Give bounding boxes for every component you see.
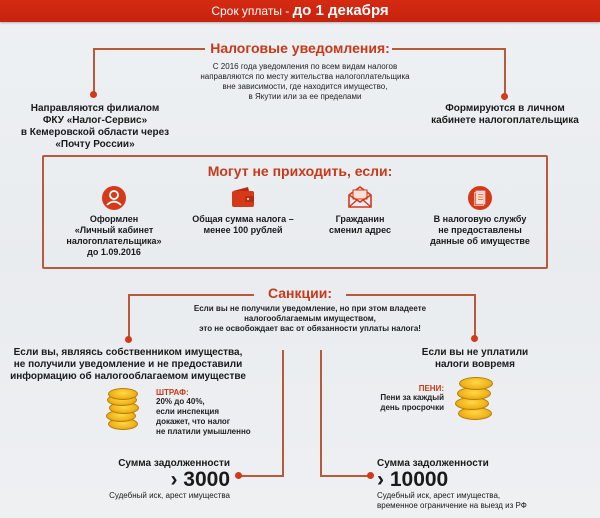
branch-line: ФКУ «Налог-Сервис»	[42, 115, 148, 126]
debt-left	[60, 458, 230, 501]
description-line: налогооблагаемым имуществом,	[244, 314, 376, 323]
connector-debt-left-h	[238, 475, 284, 477]
notifications-title: Налоговые уведомления:	[210, 40, 390, 56]
debt-title: Сумма задолженности	[377, 458, 489, 469]
fine-line: не платили умышленно	[156, 427, 251, 436]
connector-dot	[90, 91, 97, 98]
connector-dot	[367, 472, 374, 479]
branch-line: Направляются филиалом	[30, 103, 160, 114]
branch-line: «Почту России»	[55, 139, 135, 150]
item-line: В налоговую службу	[433, 214, 527, 224]
document-icon	[468, 186, 492, 210]
branch-line: кабинете налогоплательщика	[431, 115, 579, 126]
fine-line: докажет, что налог	[156, 417, 231, 426]
item-line: сменил адрес	[329, 225, 391, 235]
item-line: Общая сумма налога –	[192, 214, 294, 224]
debt-desc: временное ограничение на выезд из РФ	[377, 501, 527, 510]
greater-than-icon: ›	[170, 468, 178, 491]
item-line: налогоплательщика»	[66, 236, 162, 246]
greater-than-icon: ›	[377, 468, 384, 491]
connector-debt-right-v	[320, 350, 322, 476]
debt-right	[377, 458, 577, 511]
notifications-right-branch	[425, 103, 585, 127]
header-banner	[0, 0, 600, 22]
connector-top-right-v	[504, 48, 506, 95]
branch-line: Формируются в личном	[445, 103, 565, 114]
debt-amount: 3000	[183, 468, 230, 491]
item-line: менее 100 рублей	[203, 225, 283, 235]
wallet-icon	[230, 186, 256, 208]
connector-dot	[125, 336, 132, 343]
coins-icon	[455, 377, 495, 423]
connector-debt-right-h	[320, 475, 370, 477]
envelope-icon	[347, 186, 373, 208]
connector-sanctions-left-h	[128, 294, 254, 296]
connector-dot	[501, 93, 508, 100]
penalty-label: ПЕНИ:	[418, 384, 444, 393]
penalty-block	[360, 384, 444, 413]
fine-line: если инспекция	[156, 407, 220, 416]
sanctions-title: Санкции:	[267, 285, 332, 301]
description-line: направляются по месту жительства налогоплательщика	[200, 72, 410, 81]
fine-block	[156, 388, 266, 437]
description-line: в Якутии или за ее пределами	[248, 92, 362, 101]
case-line: информацию об налогооблагаемом имуществе	[10, 371, 246, 382]
condition-item-personal-account	[54, 186, 174, 258]
item-line: не предоставлены	[438, 225, 522, 235]
condition-item-no-property-data	[420, 186, 540, 247]
connector-top-right-h	[392, 48, 506, 50]
description-line: Если вы не получили уведомление, но при этом владеете	[193, 304, 427, 313]
may-not-arrive-title: Могут не приходить, если:	[207, 163, 393, 179]
debt-amount: 10000	[389, 468, 449, 491]
debt-value	[60, 469, 230, 491]
item-line: «Личный кабинет	[74, 225, 154, 235]
case-line: налоги вовремя	[434, 359, 516, 370]
condition-item-address-change	[300, 186, 420, 236]
header-deadline: до 1 декабря	[292, 2, 389, 19]
connector-sanctions-left-v	[128, 294, 130, 337]
connector-top-left-v	[93, 48, 95, 93]
debt-value	[377, 469, 577, 491]
description-line: С 2016 года уведомления по всем видам налогов	[212, 62, 398, 71]
case-line: Если вы, являясь собственником имущества,	[13, 347, 243, 358]
connector-dot	[235, 472, 242, 479]
fine-label: ШТРАФ:	[156, 388, 189, 397]
penalty-line: Пени за каждый	[380, 393, 444, 402]
sanctions-right-case	[405, 347, 545, 371]
item-line: данные об имуществе	[430, 236, 530, 246]
penalty-line: день просрочки	[380, 403, 444, 412]
debt-title: Сумма задолженности	[118, 458, 230, 469]
branch-line: в Кемеровской области через	[20, 127, 170, 138]
sanctions-left-case	[8, 347, 248, 383]
connector-sanctions-right-h	[346, 294, 474, 296]
connector-top-left-h	[93, 48, 205, 50]
case-line: не получили уведомление и не предоставили	[13, 359, 243, 370]
header-prefix: Срок уплаты -	[211, 4, 293, 18]
item-line: Оформлен	[89, 214, 139, 224]
coins-icon	[106, 388, 140, 434]
case-line: Если вы не уплатили	[421, 347, 529, 358]
item-line: до 1.09.2016	[87, 247, 141, 257]
description-line: вне зависимости, где находится имущество,	[222, 82, 388, 91]
fine-line: 20% до 40%,	[156, 397, 205, 406]
sanctions-description	[160, 304, 460, 334]
notifications-description	[185, 62, 425, 102]
connector-debt-left-v	[282, 350, 284, 476]
user-icon	[102, 186, 126, 210]
condition-item-small-sum	[183, 186, 303, 236]
connector-dot	[471, 335, 478, 342]
description-line: это не освобождает вас от обязанности уплаты налога!	[199, 324, 421, 333]
item-line: Гражданин	[335, 214, 385, 224]
connector-sanctions-right-v	[474, 294, 476, 336]
debt-desc: Судебный иск, арест имущества,	[377, 491, 501, 500]
debt-desc: Судебный иск, арест имущества	[109, 491, 230, 500]
notifications-left-branch	[10, 103, 180, 151]
